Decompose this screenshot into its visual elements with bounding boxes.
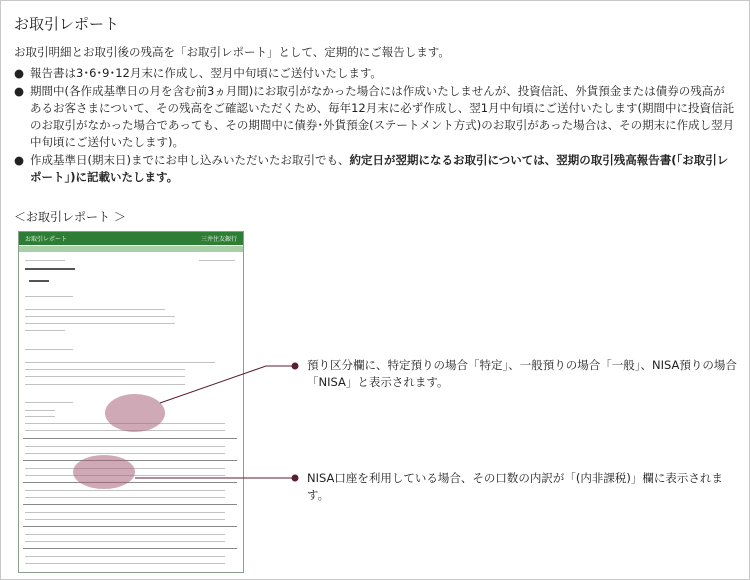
sample-section-title: ＜お取引レポート ＞ <box>14 210 126 224</box>
bullet-text: 期間中(各作成基準日の月を含む前3ヵ月間)にお取引がなかった場合には作成いたしませんが、投資信託、外貨預金または債券の残高があるお客さまについて、その残高をご確認いただくため、毎年12月末に必ず作成し、翌1月中旬頃にご送付いたします(期間中に投資信託のお取引がなかった場合であっても、その期間中に債券･外貨預金(ステートメント方式)のお取引があった場合は、その期末に作成し翌月中旬頃にご送付いたします)。 <box>30 84 735 149</box>
bullet-text: 作成基準日(期末日)までにお申し込みいただいたお取引でも、 <box>30 153 350 167</box>
leader-dot <box>292 363 299 370</box>
callout-text: NISA口座を利用している場合、その口数の内訳が「(内非課税)」欄に表示されます。 <box>307 471 723 502</box>
highlight-ellipse <box>105 394 165 432</box>
sample-report-title: お取引レポート <box>25 236 68 243</box>
callout-text: 預り区分欄に、特定預りの場合「特定」、一般預りの場合「一般」、NISA預りの場合「NISA」と表示されます。 <box>307 358 737 389</box>
highlight-ellipse <box>73 455 135 489</box>
sample-report-bank: 三井住友銀行 <box>200 236 237 243</box>
bullet-text: 報告書は3･6･9･12月末に作成し、翌月中旬頃にご送付いたします。 <box>30 66 382 80</box>
bullet-text-bold: 約定日が翌期になるお取引については、翌期の取引残高報告書(「お取引レポート」)に記載いたします。 <box>30 153 729 184</box>
bullet-icon: ● <box>14 84 25 98</box>
page-title: お取引レポート <box>14 15 120 33</box>
bullet-icon: ● <box>14 153 25 167</box>
intro-text: お取引明細とお取引後の残高を「お取引レポート」として、定期的にご報告します。 <box>14 45 450 59</box>
leader-dot <box>292 475 299 482</box>
leader-line <box>160 366 295 403</box>
bullet-icon: ● <box>14 66 25 80</box>
